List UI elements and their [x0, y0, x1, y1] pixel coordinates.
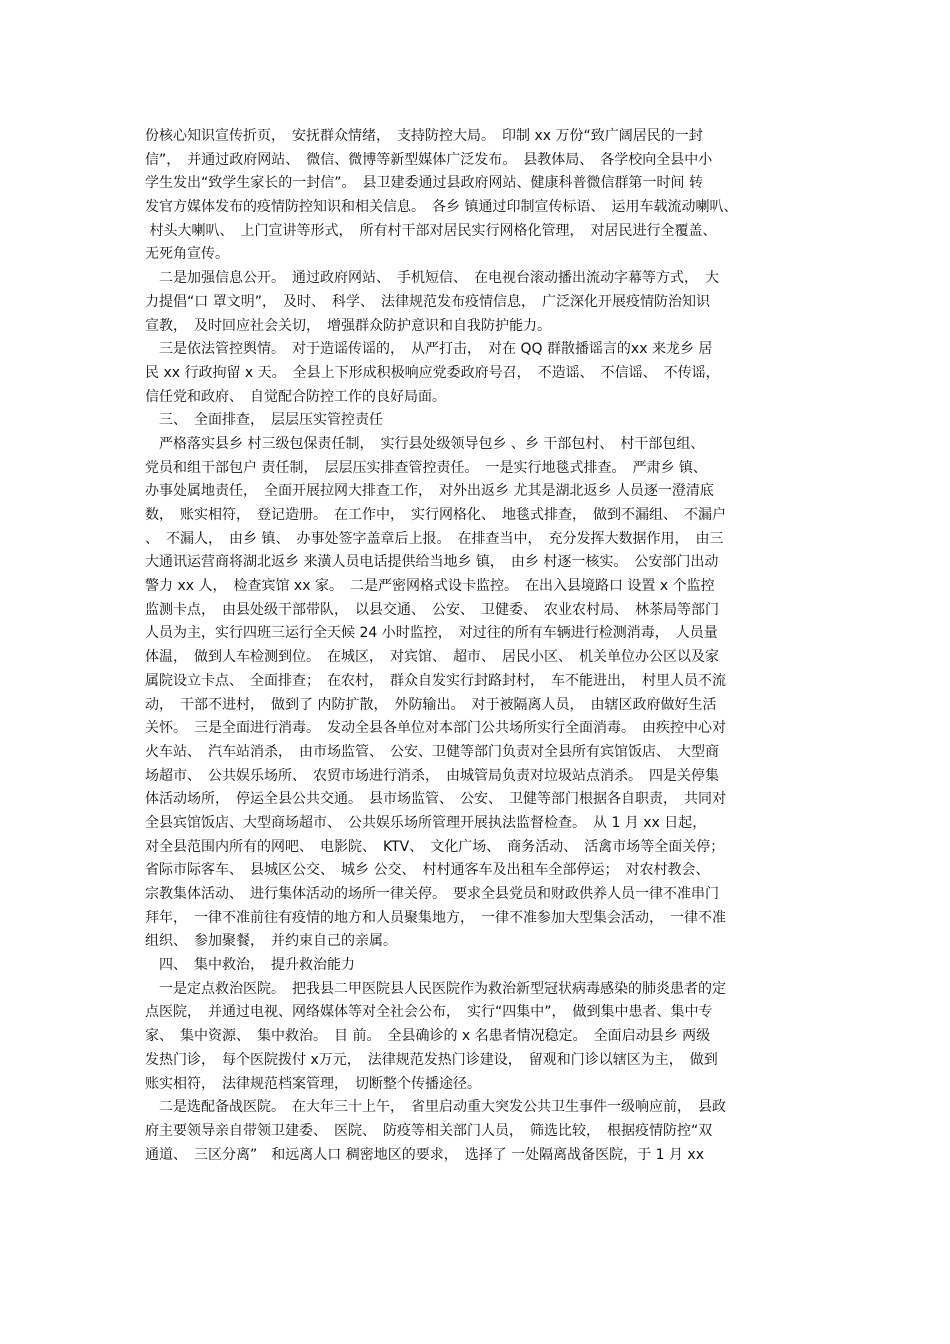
text-line: 动， 干部不进村， 做到了 内防扩散， 外防输出。 对于被隔离人员， 由辖区政府做好生活 — [145, 696, 717, 713]
text-line: 发官方媒体发布的疫情防控知识和相关信息。 各乡 镇通过印制宣传标语、 运用车载流动喇叭、 — [145, 199, 738, 216]
text-line: 家、 集中资源、 集中救治。 目 前。 全县确诊的 x 名患者情况稳定。 全面启动县乡 两级 — [145, 1028, 711, 1045]
text-line: 省际市际客车、 县城区公交、 城乡 公交、 村村通客车及出租车全部停运； 对农村教会、 — [145, 862, 710, 879]
text-line: 信任党和政府、 自觉配合防控工作的良好局面。 — [145, 388, 446, 405]
text-line: 发热门诊， 每个医院拨付 x万元， 法律规范发热门诊建设， 留观和门诊以辖区为主， 做到 — [145, 1051, 718, 1068]
text-line: 数， 账实相符， 登记造册。 在工作中， 实行网格化、 地毯式排查， 做到不漏组、 不漏户 — [145, 507, 726, 523]
text-line: 对全县范围内所有的网吧、 电影院、 KTV、 文化广场、 商务活动、 活禽市场等全面关停； — [145, 838, 725, 855]
text-line: 份核心知识宣传折页， 安抚群众情绪， 支持防控大局。 印制 xx 万份“致广阔居民的一封 — [145, 128, 703, 144]
text-line: 点医院， 并通过电视、网络媒体等对全社会公布， 实行“四集中”， 做到集中患者、集中专 — [145, 1004, 713, 1021]
text-line: 民 xx 行政拘留 x 天。 全县上下形成积极响应党委政府号召， 不造谣、 不信谣、 不传谣， — [145, 364, 720, 381]
text-line: 二是加强信息公开。 通过政府网站、 手机短信、 在电视台滚动播出流动字幕等方式， 大 — [145, 270, 719, 287]
text-line: 拜年， 一律不准前往有疫情的地方和人员聚集地方， 一律不准参加大型集会活动， 一律不准 — [145, 909, 726, 926]
text-line: 办事处属地责任， 全面开展拉网大排查工作， 对外出返乡 尤其是湖北返乡 人员逐一澄清底 — [145, 483, 714, 500]
text-line: 一是定点救治医院。 把我县二甲医院县人民医院作为救治新型冠状病毒感染的肺炎患者的定 — [145, 980, 726, 997]
text-line: 组织、 参加聚餐， 并约束自己的亲属。 — [145, 933, 397, 950]
text-line: 、 不漏人， 由乡 镇、 办事处签字盖章后上报。 在排查当中， 充分发挥大数据作用， 由三 — [145, 530, 724, 547]
text-line: 全县宾馆饭店、大型商场超市、 公共娱乐场所管理开展执法监督检查。 从 1 月 xx 日起， — [145, 814, 707, 831]
text-line: 四、 集中救治， 提升救治能力 — [145, 957, 355, 974]
text-line: 三、 全面排查， 层层压实管控责任 — [145, 412, 383, 429]
text-line: 村头大喇叭、 上门宣讲等形式， 所有村干部对居民实行网格化管理， 对居民进行全覆盖、 — [145, 222, 717, 239]
text-line: 通道、 三区分离” 和远离人口 稠密地区的要求， 选择了 一处隔离战备医院，于 1 月 xx — [145, 1146, 704, 1163]
text-line: 学生发出“致学生家长的一封信”。 县卫建委通过县政府网站、健康科普微信群第一时间 转 — [145, 175, 703, 192]
text-line: 属院设立卡点、 全面排查； 在农村， 群众自发实行封路封村， 车不能进出， 村里人员不流 — [145, 672, 726, 689]
text-line: 账实相符， 法律规范档案管理， 切断整个传播途径。 — [145, 1075, 481, 1092]
text-line: 党员和组干部包户 责任制， 层层压实排查管控责任。 一是实行地毯式排查。 严肃乡 镇、 — [145, 459, 707, 476]
text-line: 无死角宣传。 — [145, 246, 229, 263]
text-line: 警力 xx 人， 检查宾馆 xx 家。 二是严密网格式设卡监控。 在出入县境路口 设置 x 个监控 — [145, 578, 715, 595]
text-line: 二是选配备战医院。 在大年三十上午， 省里启动重大突发公共卫生事件一级响应前， 县政 — [145, 1099, 726, 1116]
text-line: 三是依法管控舆情。 对于造谣传谣的， 从严打击， 对在 QQ 群散播谣言的xx 来龙乡 居 — [145, 341, 713, 358]
text-line: 火车站、 汽车站消杀， 由市场监管、 公安、卫健等部门负责对全县所有宾馆饭店、 大型商 — [145, 743, 719, 760]
text-line: 力提倡“口 罩文明”， 及时、 科学、 法律规范发布疫情信息， 广泛深化开展疫情防治知识 — [145, 293, 710, 310]
text-line: 府主要领导亲自带领卫建委、 医院、 防疫等相关部门人员， 筛选比较， 根据疫情防控“双 — [145, 1122, 713, 1139]
document-body — [145, 125, 815, 1167]
text-line: 关怀。 三是全面进行消毒。 发动全县各单位对本部门公共场所实行全面消毒。 由疾控中心对 — [145, 720, 726, 737]
text-line: 宗教集体活动、 进行集体活动的场所一律关停。 要求全县党员和财政供养人员一律不准串门 — [145, 886, 719, 902]
text-line: 信”， 并通过政府网站、 微信、微博等新型媒体广泛发布。 县教体局、 各学校向全县中小 — [145, 151, 713, 168]
text-line: 场超市、 公共娱乐场所、 农贸市场进行消杀， 由城管局负责对垃圾站点消杀。 四是关停集 — [145, 767, 719, 784]
text-line: 严格落实县乡 村三级包保责任制， 实行县处级领导包乡 、乡 干部包村、 村干部包组、 — [145, 435, 705, 452]
text-line: 体温， 做到人车检测到位。 在城区， 对宾馆、 超市、 居民小区、 机关单位办公区以及家 — [145, 649, 719, 666]
text-line: 人员为主，实行四班三运行全天候 24 小时监控， 对过往的所有车辆进行检测消毒， 人员量 — [145, 625, 718, 642]
text-line: 大通讯运营商将湖北返乡 来潢人员电话提供给当地乡 镇， 由乡 村逐一核实。 公安部门出动 — [145, 554, 719, 571]
text-line: 监测卡点， 由县处级干部带队， 以县交通、 公安、 卫健委、 农业农村局、 林茶局等部门 — [145, 601, 719, 618]
text-line: 宣教， 及时回应社会关切， 增强群众防护意识和自我防护能力。 — [145, 317, 551, 334]
text-line: 体活动场所， 停运全县公共交通。 县市场监管、 公安、 卫健等部门根据各自职责， 共同对 — [145, 791, 726, 808]
